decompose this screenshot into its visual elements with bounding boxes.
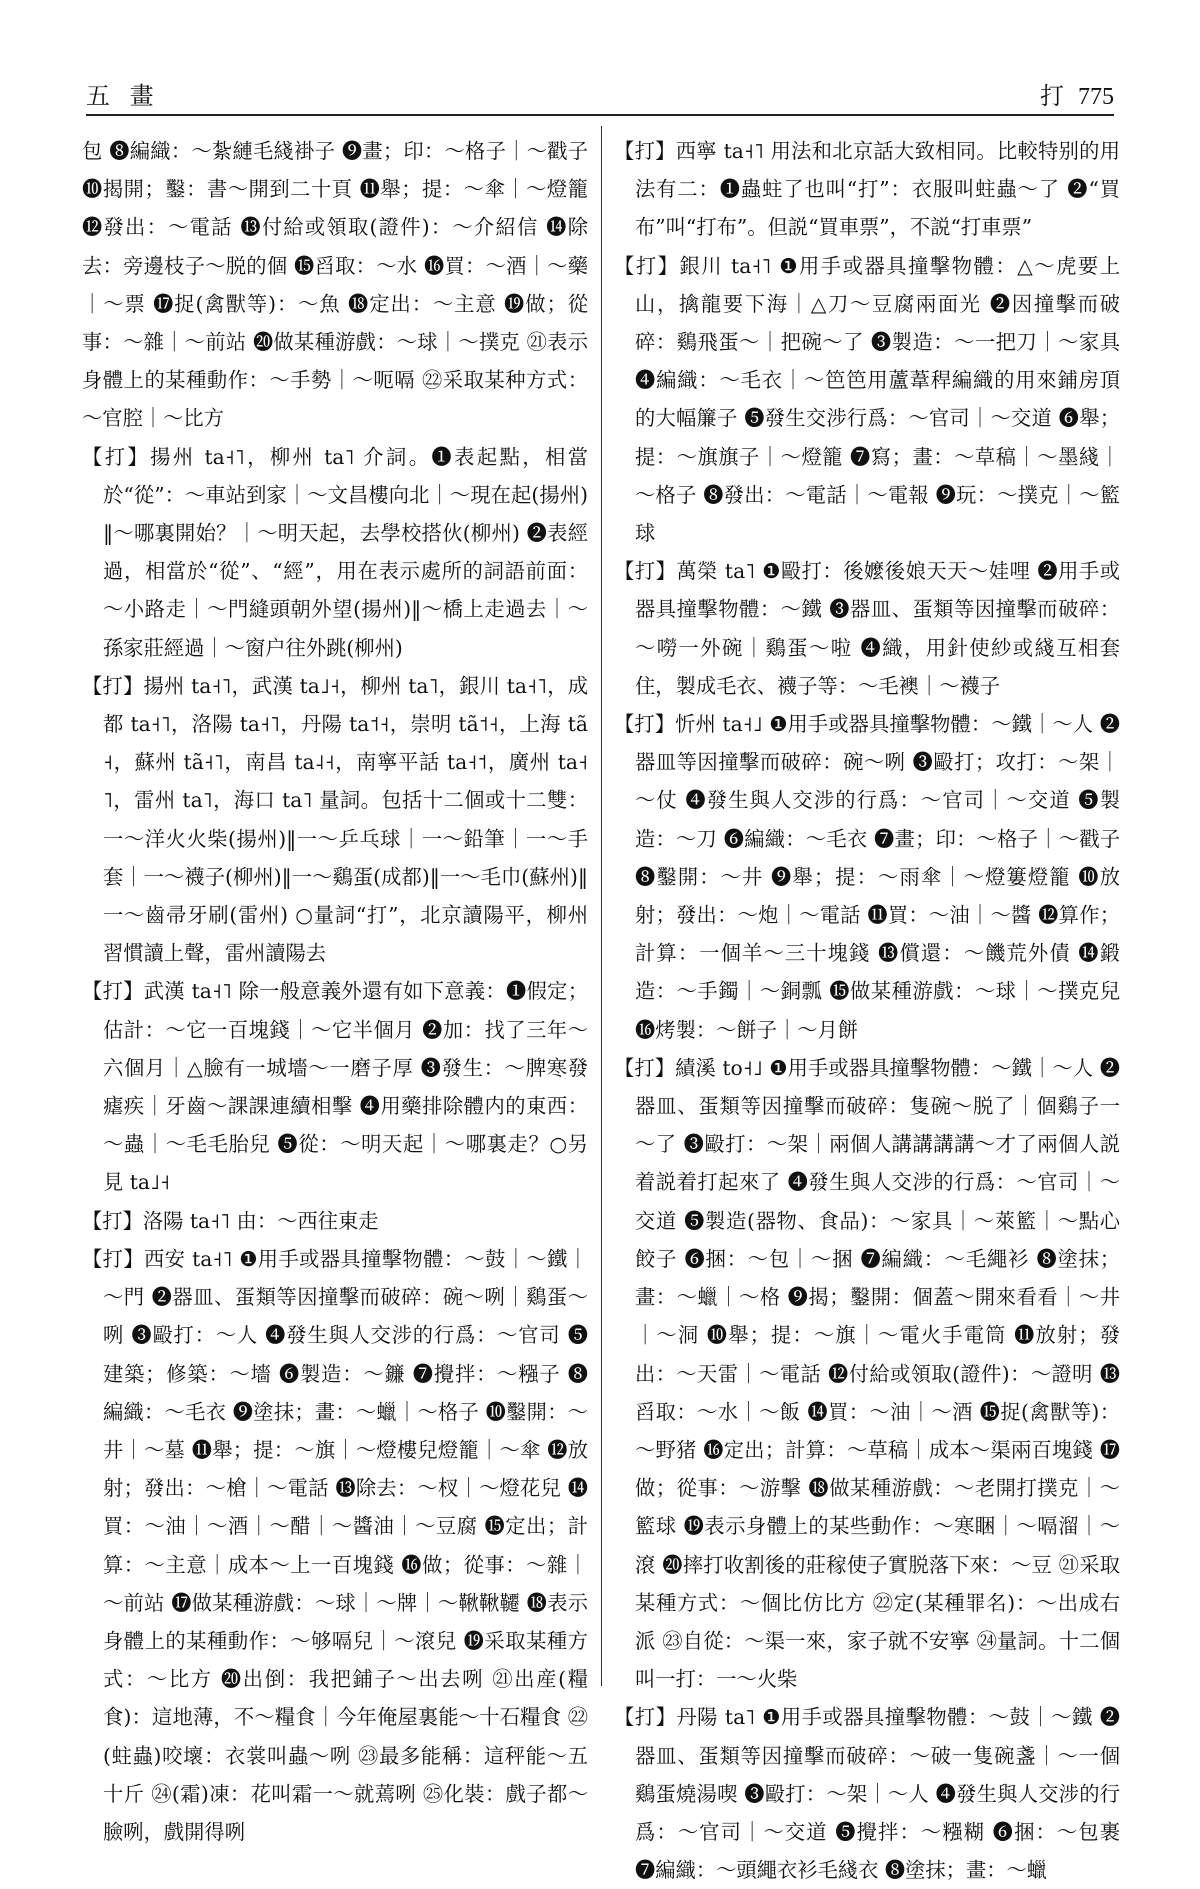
section-title: 五 畫 [86, 82, 160, 110]
dictionary-entry: 【打】績溪 to˧˩ ❶用手或器具撞擊物體：～鐵｜～人 ❷器皿、蛋類等因撞擊而破碎：隻碗～脱了｜個鷄子一～了 ❸毆打：～架｜兩個人講講講講～才了兩個人説着説着打起來了 ❹發生與人交涉的行爲：～官司｜～交道 ❺製造(器物、食品)：～家具｜～萊籃｜～點心餃子 ❻捆：～包｜～捆 ❼編織：～毛繩衫 ❽塗抹；畫：～蠟｜～格 ❾揭；鑿開：個蓋～開來看看｜～井｜～洞 ❿舉；提：～旗｜～電火手電筒 ⓫放射；發出：～天雷｜～電話 ⓬付給或領取(證件)：～證明 ⓭舀取：～水｜～飯 ⓮買：～油｜～酒 ⓯捉(禽獸等)：～野猪 ⓰定出；計算：～草稿｜成本～渠兩百塊錢 ⓱做；從事：～游擊 ⓲做某種游戲：～老開打撲克｜～籃球 ⓳表示身體上的某些動作：～寒睏｜～嗝溜｜～滾 ⓴摔打收割後的莊稼使子實脱落下來：～豆 ㉑采取某種方式：～個比仿比方 ㉒定(某種罪名)：～出成右派 ㉓自從：～渠一來，家子就不安寧 ㉔量詞。十二個叫一打：一～火柴 [614, 1055, 1120, 1692]
dictionary-entry: 【打】萬榮 ta˥ ❶毆打：後嬤後娘天天～娃哩 ❷用手或器具撞擊物體：～鐵 ❸器皿、蛋類等因撞擊而破碎：～嘮一外碗｜鷄蛋～啦 ❹織，用針使紗或綫互相套住，製成毛衣、襪子等：～毛襖｜～襪子 [614, 559, 1120, 698]
dictionary-entry: 【打】銀川 ta˧˥ ❶用手或器具撞擊物體：△～虎要上山，擒龍要下海｜△刀～豆腐兩面光 ❷因撞擊而破碎：鷄飛蛋～｜把碗～了 ❸製造：～一把刀｜～家具 ❹編織：～毛衣｜～笆笆用蘆葦稈編織的用來鋪房頂的大幅簾子 ❺發生交涉行爲：～官司｜～交道 ❻舉；提：～旗旗子｜～燈籠 ❼寫；畫：～草稿｜～墨綫｜～格子 ❽發出：～電話｜～電報 ❾玩：～撲克｜～籃球 [614, 253, 1120, 546]
running-headword: 打 [1040, 82, 1064, 110]
left-column [82, 132, 588, 1851]
dictionary-entry: 【打】丹陽 ta˥ ❶用手或器具撞擊物體：～鼓｜～鐵 ❷器皿、蛋類等因撞擊而破碎：～破一隻碗盞｜～一個鷄蛋燒湯喫 ❸毆打：～架｜～人 ❹發生與人交涉的行爲：～官司｜～交道 ❺攪拌：～糨糊 ❻捆：～包裹 ❼編織：～頭繩衣衫毛綫衣 ❽塗抹；畫：～蠟 [614, 1705, 1120, 1883]
dictionary-entry: 【打】西寧 ta˧˥ 用法和北京話大致相同。比較特别的用法有二：❶蟲蛀了也叫“打”：衣服叫蛀蟲～了 ❷“買布”叫“打布”。但説“買車票”，不説“打車票” [614, 139, 1120, 240]
dictionary-entry: 【打】武漢 ta˧˥ 除一般意義外還有如下意義：❶假定；估計：～它一百塊錢｜～它半個月 ❷加：找了三年～六個月｜△臉有一城墻～一磨子厚 ❸發生：～脾寒發瘧疾｜牙齒～課課連續相擊 ❹用藥排除體内的東西：～蟲｜～毛毛胎兒 ❺從：～明天起｜～哪裏走？○另見 ta˩˧ [82, 979, 588, 1195]
dictionary-entry: 【打】西安 ta˧˥ ❶用手或器具撞擊物體：～鼓｜～鐵｜～門 ❷器皿、蛋類等因撞擊而破碎：碗～咧｜鷄蛋～咧 ❸毆打：～人 ❹發生與人交涉的行爲：～官司 ❺建築；修築：～墻 ❻製造：～鐮 ❼攪拌：～糨子 ❽編織：～毛衣 ❾塗抹；畫：～蠟｜～格子 ❿鑿開：～井｜～墓 ⓫舉；提：～旗｜～燈樓兒燈籠｜～傘 ⓬放射；發出：～槍｜～電話 ⓭除去：～杈｜～燈花兒 ⓮買：～油｜～酒｜～醋｜～醬油｜～豆腐 ⓯定出；計算：～主意｜成本～上一百塊錢 ⓰做；從事：～雜｜～前站 ⓱做某種游戲：～球｜～牌｜～鞦鞦韆 ⓲表示身體上的某種動作：～够嗝兒｜～滾兒 ⓳采取某種方式：～比方 ⓴出倒：我把鋪子～出去咧 ㉑出産(糧食)：這地薄，不～糧食｜今年俺屋裏能～十石糧食 ㉒(蛀蟲)咬壞：衣裳叫蟲～咧 ㉓最多能稱：這秤能～五十斤 ㉔(霜)凍：花叫霜一～就蔫咧 ㉕化裝：戲子都～臉咧，戲開得咧 [82, 1246, 588, 1844]
column-divider [601, 126, 602, 1686]
right-column [614, 132, 1120, 1889]
dictionary-entry-continued: 包 ❽編織：～紮縺毛綫褂子 ❾畫；印：～格子｜～戳子 ❿揭開；鑿：書～開到二十頁 ⓫舉；提：～傘｜～燈籠 ⓬發出：～電話 ⓭付給或領取(證件)：～介紹信 ⓮除去：旁邊枝子～脱的個 ⓯舀取：～水 ⓰買：～酒｜～藥｜～票 ⓱捉(禽獸等)：～魚 ⓲定出：～主意 ⓳做；從事：～雜｜～前站 ⓴做某種游戲：～球｜～撲克 ㉑表示身體上的某種動作：～手勢｜～呃嗝 ㉒采取某种方式：～官腔｜～比方 [82, 139, 588, 431]
page-number: 775 [1078, 84, 1114, 110]
page-header [86, 70, 1114, 116]
dictionary-entry: 【打】忻州 ta˧˩ ❶用手或器具撞擊物體：～鐵｜～人 ❷器皿等因撞擊而破碎：碗～咧 ❸毆打；攻打：～架｜～仗 ❹發生與人交涉的行爲：～官司｜～交道 ❺製造：～刀 ❻編織：～毛衣 ❼畫；印：～格子｜～戳子 ❽鑿開：～井 ❾舉；提：～雨傘｜～燈簍燈籠 ❿放射；發出：～炮｜～電話 ⓫買：～油｜～醬 ⓬算作；計算：一個羊～三十塊錢 ⓭償還：～饑荒外債 ⓮鍛造：～手鐲｜～銅瓢 ⓯做某種游戲：～球｜～撲克兒 ⓰烤製：～餅子｜～月餅 [614, 712, 1120, 1042]
dictionary-entry: 【打】揚州 ta˧˥，武漢 ta˩˧，柳州 ta˥，銀川 ta˧˥，成都 ta˧˥，洛陽 ta˧˥，丹陽 ta˦˧，崇明 tã˦˧，上海 tã˧，蘇州 tã˧˥，南昌 ta˨˧，南寧平話 ta˧˦，廣州 ta˧˥，雷州 ta˥，海口 ta˥ 量詞。包括十二個或十二雙：一～洋火火柴(揚州)‖一～乒乓球｜一～鉛筆｜一～手套｜一～襪子(柳州)‖一～鷄蛋(成都)‖一～毛巾(蘇州)‖一～齒帚牙刷(雷州) ○量詞“打”，北京讀陽平，柳州習慣讀上聲，雷州讀陽去 [82, 673, 588, 966]
dictionary-entry: 【打】洛陽 ta˧˥ 由：～西往東走 [82, 1208, 379, 1233]
page-headword-and-number [1040, 76, 1114, 111]
dictionary-entry: 【打】揚州 ta˧˥，柳州 ta˥ 介詞。❶表起點，相當於“從”：～車站到家｜～文昌樓向北｜～現在起(揚州)‖～哪裏開始？｜～明天起，去學校搭伙(柳州) ❷表經過，相當於“從”、“經”，用在表示處所的詞語前面：～小路走｜～門縫頭朝外望(揚州)‖～橋上走過去｜～孫家莊經過｜～窗户往外跳(柳州) [82, 444, 588, 660]
